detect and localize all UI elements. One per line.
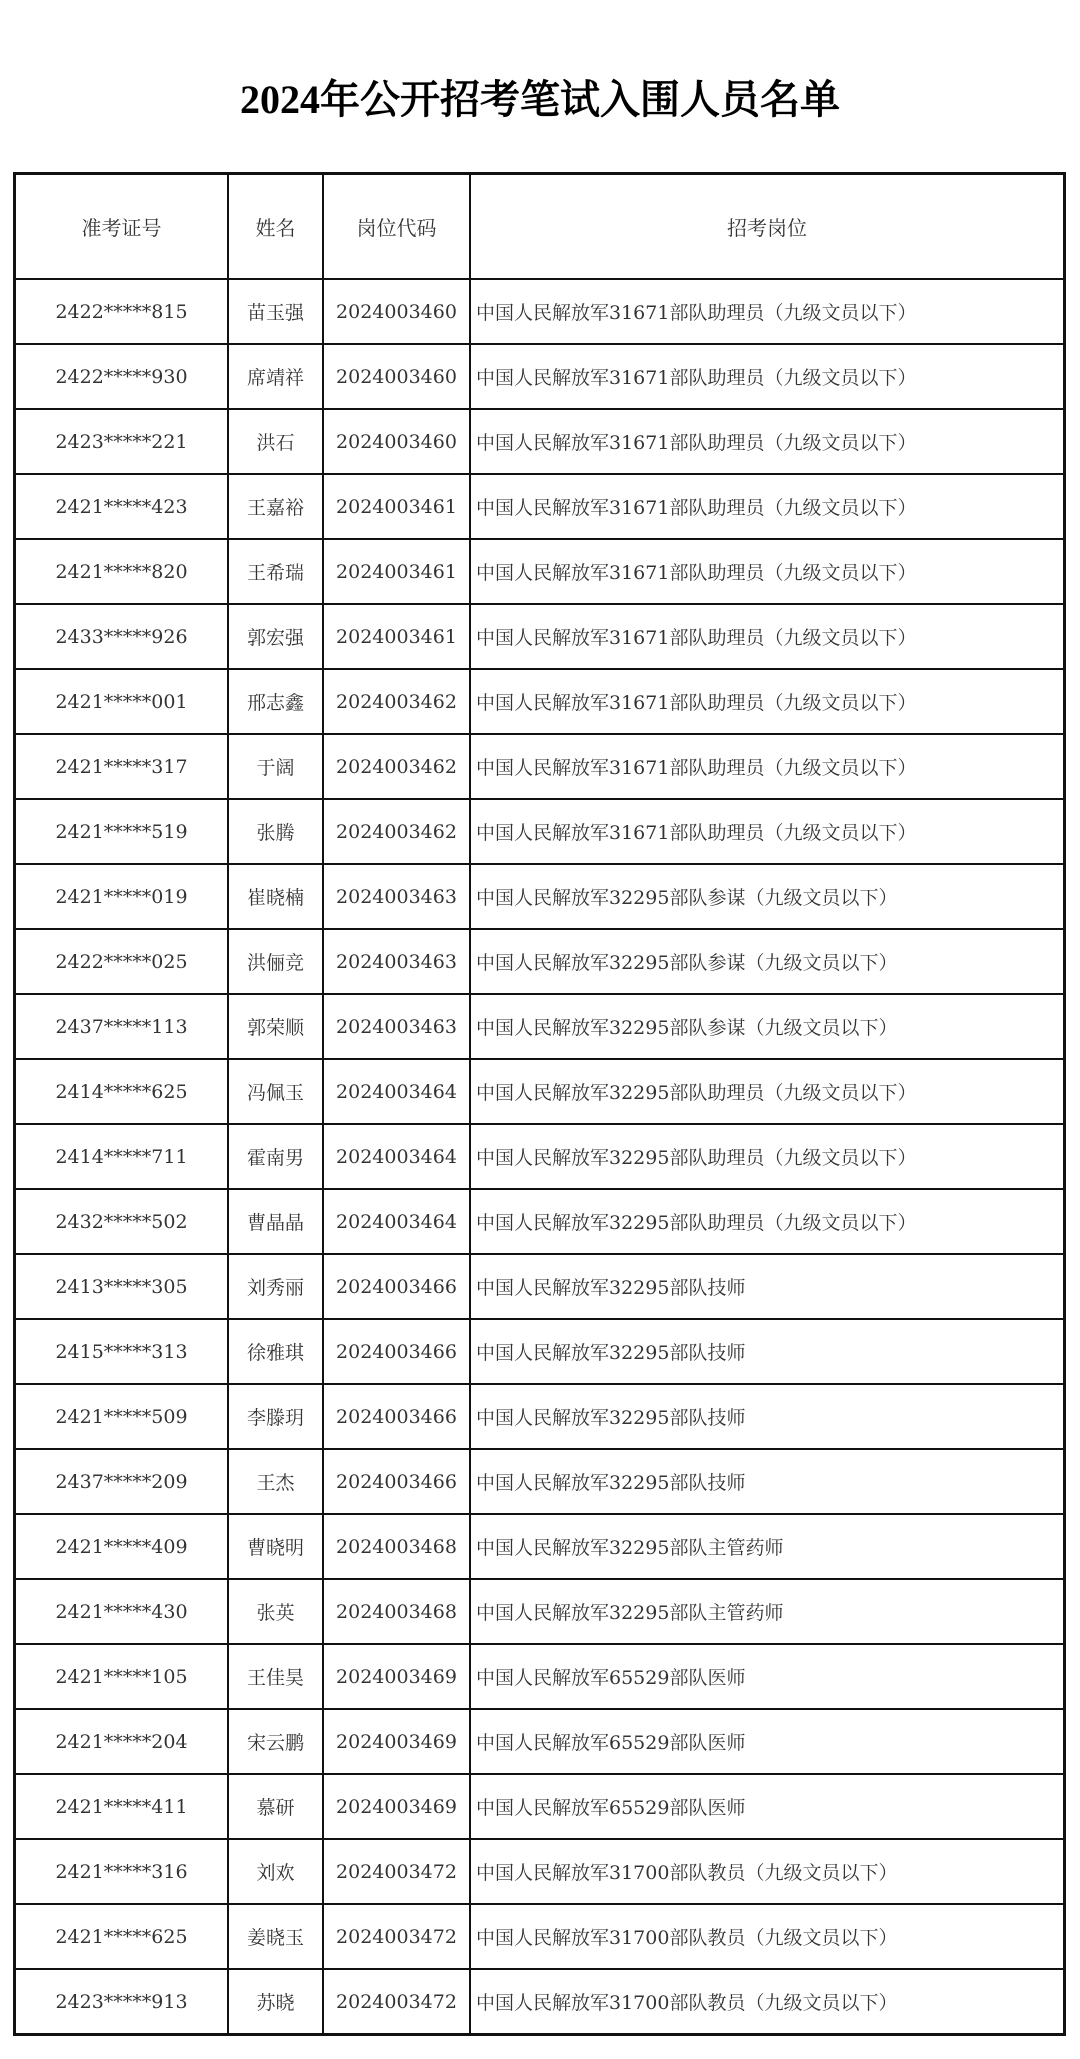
cell-exam-id: 2421*****001: [15, 669, 229, 734]
cell-exam-id: 2413*****305: [15, 1254, 229, 1319]
cell-position-code: 2024003466: [323, 1384, 470, 1449]
cell-position: 中国人民解放军31671部队助理员（九级文员以下）: [470, 539, 1065, 604]
cell-exam-id: 2422*****815: [15, 279, 229, 344]
cell-exam-id: 2421*****820: [15, 539, 229, 604]
cell-position-code: 2024003472: [323, 1839, 470, 1904]
cell-position: 中国人民解放军65529部队医师: [470, 1774, 1065, 1839]
table-row: [15, 799, 1065, 864]
cell-position-code: 2024003469: [323, 1774, 470, 1839]
cell-exam-id: 2437*****209: [15, 1449, 229, 1514]
cell-name: 李滕玥: [228, 1384, 323, 1449]
cell-exam-id: 2421*****430: [15, 1579, 229, 1644]
cell-position: 中国人民解放军32295部队技师: [470, 1449, 1065, 1514]
cell-name: 张英: [228, 1579, 323, 1644]
cell-exam-id: 2414*****625: [15, 1059, 229, 1124]
table-row: [15, 1124, 1065, 1189]
cell-exam-id: 2422*****930: [15, 344, 229, 409]
cell-position-code: 2024003466: [323, 1319, 470, 1384]
table-row: [15, 929, 1065, 994]
table-row: [15, 1254, 1065, 1319]
header-name: 姓名: [228, 174, 323, 280]
table-row: [15, 669, 1065, 734]
cell-name: 霍南男: [228, 1124, 323, 1189]
cell-name: 张腾: [228, 799, 323, 864]
cell-name: 苗玉强: [228, 279, 323, 344]
cell-position: 中国人民解放军32295部队技师: [470, 1319, 1065, 1384]
cell-exam-id: 2421*****509: [15, 1384, 229, 1449]
cell-position-code: 2024003472: [323, 1969, 470, 2035]
cell-position-code: 2024003462: [323, 669, 470, 734]
cell-position-code: 2024003460: [323, 409, 470, 474]
table-row: [15, 344, 1065, 409]
cell-position-code: 2024003469: [323, 1709, 470, 1774]
cell-position-code: 2024003462: [323, 734, 470, 799]
cell-position: 中国人民解放军32295部队技师: [470, 1384, 1065, 1449]
cell-exam-id: 2421*****019: [15, 864, 229, 929]
cell-exam-id: 2421*****411: [15, 1774, 229, 1839]
cell-position: 中国人民解放军31700部队教员（九级文员以下）: [470, 1904, 1065, 1969]
header-position-code: 岗位代码: [323, 174, 470, 280]
cell-name: 于阔: [228, 734, 323, 799]
cell-exam-id: 2421*****423: [15, 474, 229, 539]
cell-position: 中国人民解放军31671部队助理员（九级文员以下）: [470, 409, 1065, 474]
cell-exam-id: 2421*****625: [15, 1904, 229, 1969]
table-row: [15, 474, 1065, 539]
cell-name: 苏晓: [228, 1969, 323, 2035]
table-row: [15, 1579, 1065, 1644]
cell-position: 中国人民解放军31700部队教员（九级文员以下）: [470, 1839, 1065, 1904]
cell-name: 席靖祥: [228, 344, 323, 409]
cell-position-code: 2024003472: [323, 1904, 470, 1969]
cell-position: 中国人民解放军32295部队主管药师: [470, 1579, 1065, 1644]
table-row: [15, 1384, 1065, 1449]
table-row: [15, 1904, 1065, 1969]
cell-position-code: 2024003468: [323, 1579, 470, 1644]
cell-name: 洪俪竞: [228, 929, 323, 994]
table-row: [15, 279, 1065, 344]
cell-name: 刘欢: [228, 1839, 323, 1904]
cell-exam-id: 2422*****025: [15, 929, 229, 994]
cell-name: 慕研: [228, 1774, 323, 1839]
cell-position-code: 2024003461: [323, 604, 470, 669]
table-row: [15, 409, 1065, 474]
page-title: 2024年公开招考笔试入围人员名单: [240, 77, 840, 122]
cell-position-code: 2024003463: [323, 864, 470, 929]
cell-name: 刘秀丽: [228, 1254, 323, 1319]
cell-exam-id: 2421*****317: [15, 734, 229, 799]
header-position: 招考岗位: [470, 174, 1065, 280]
cell-position: 中国人民解放军31671部队助理员（九级文员以下）: [470, 279, 1065, 344]
table-header-row: [15, 174, 1065, 280]
cell-position: 中国人民解放军32295部队参谋（九级文员以下）: [470, 994, 1065, 1059]
cell-position: 中国人民解放军31671部队助理员（九级文员以下）: [470, 799, 1065, 864]
cell-position: 中国人民解放军31700部队教员（九级文员以下）: [470, 1969, 1065, 2035]
cell-exam-id: 2421*****204: [15, 1709, 229, 1774]
cell-exam-id: 2421*****316: [15, 1839, 229, 1904]
cell-exam-id: 2421*****409: [15, 1514, 229, 1579]
cell-exam-id: 2433*****926: [15, 604, 229, 669]
cell-name: 王佳昊: [228, 1644, 323, 1709]
cell-position: 中国人民解放军31671部队助理员（九级文员以下）: [470, 669, 1065, 734]
cell-exam-id: 2414*****711: [15, 1124, 229, 1189]
table-row: [15, 1059, 1065, 1124]
cell-name: 徐雅琪: [228, 1319, 323, 1384]
candidate-table: [13, 172, 1066, 2036]
cell-position-code: 2024003466: [323, 1254, 470, 1319]
cell-name: 洪石: [228, 409, 323, 474]
cell-position: 中国人民解放军65529部队医师: [470, 1709, 1065, 1774]
table-row: [15, 1709, 1065, 1774]
cell-exam-id: 2432*****502: [15, 1189, 229, 1254]
table-row: [15, 1189, 1065, 1254]
cell-position-code: 2024003460: [323, 344, 470, 409]
cell-position: 中国人民解放军32295部队参谋（九级文员以下）: [470, 929, 1065, 994]
cell-position: 中国人民解放军32295部队参谋（九级文员以下）: [470, 864, 1065, 929]
cell-position-code: 2024003461: [323, 539, 470, 604]
table-row: [15, 1514, 1065, 1579]
cell-position: 中国人民解放军32295部队助理员（九级文员以下）: [470, 1189, 1065, 1254]
cell-name: 郭荣顺: [228, 994, 323, 1059]
cell-position-code: 2024003468: [323, 1514, 470, 1579]
table-row: [15, 1839, 1065, 1904]
cell-exam-id: 2423*****913: [15, 1969, 229, 2035]
table-row: [15, 734, 1065, 799]
cell-name: 冯佩玉: [228, 1059, 323, 1124]
cell-position-code: 2024003464: [323, 1059, 470, 1124]
cell-position-code: 2024003464: [323, 1124, 470, 1189]
cell-position: 中国人民解放军31671部队助理员（九级文员以下）: [470, 604, 1065, 669]
table-row: [15, 604, 1065, 669]
cell-position: 中国人民解放军32295部队助理员（九级文员以下）: [470, 1059, 1065, 1124]
cell-position-code: 2024003461: [323, 474, 470, 539]
table-row: [15, 1449, 1065, 1514]
table-row: [15, 1319, 1065, 1384]
table-row: [15, 1774, 1065, 1839]
cell-name: 王杰: [228, 1449, 323, 1514]
cell-name: 郭宏强: [228, 604, 323, 669]
cell-name: 王嘉裕: [228, 474, 323, 539]
cell-name: 曹晶晶: [228, 1189, 323, 1254]
cell-position-code: 2024003463: [323, 929, 470, 994]
cell-position-code: 2024003464: [323, 1189, 470, 1254]
cell-position: 中国人民解放军32295部队助理员（九级文员以下）: [470, 1124, 1065, 1189]
cell-position-code: 2024003466: [323, 1449, 470, 1514]
cell-position: 中国人民解放军32295部队技师: [470, 1254, 1065, 1319]
cell-position-code: 2024003463: [323, 994, 470, 1059]
cell-exam-id: 2421*****519: [15, 799, 229, 864]
table-row: [15, 864, 1065, 929]
cell-position: 中国人民解放军31671部队助理员（九级文员以下）: [470, 474, 1065, 539]
cell-exam-id: 2415*****313: [15, 1319, 229, 1384]
table-row: [15, 1644, 1065, 1709]
cell-exam-id: 2437*****113: [15, 994, 229, 1059]
cell-position-code: 2024003469: [323, 1644, 470, 1709]
table-row: [15, 539, 1065, 604]
cell-name: 王希瑞: [228, 539, 323, 604]
table-body: [15, 279, 1065, 2035]
table-row: [15, 994, 1065, 1059]
cell-position: 中国人民解放军31671部队助理员（九级文员以下）: [470, 344, 1065, 409]
cell-position: 中国人民解放军65529部队医师: [470, 1644, 1065, 1709]
cell-name: 曹晓明: [228, 1514, 323, 1579]
cell-position: 中国人民解放军32295部队主管药师: [470, 1514, 1065, 1579]
cell-name: 崔晓楠: [228, 864, 323, 929]
cell-position-code: 2024003460: [323, 279, 470, 344]
table-row: [15, 1969, 1065, 2035]
cell-exam-id: 2423*****221: [15, 409, 229, 474]
cell-exam-id: 2421*****105: [15, 1644, 229, 1709]
cell-name: 宋云鹏: [228, 1709, 323, 1774]
cell-name: 姜晓玉: [228, 1904, 323, 1969]
header-exam-id: 准考证号: [15, 174, 229, 280]
cell-name: 邢志鑫: [228, 669, 323, 734]
cell-position: 中国人民解放军31671部队助理员（九级文员以下）: [470, 734, 1065, 799]
cell-position-code: 2024003462: [323, 799, 470, 864]
